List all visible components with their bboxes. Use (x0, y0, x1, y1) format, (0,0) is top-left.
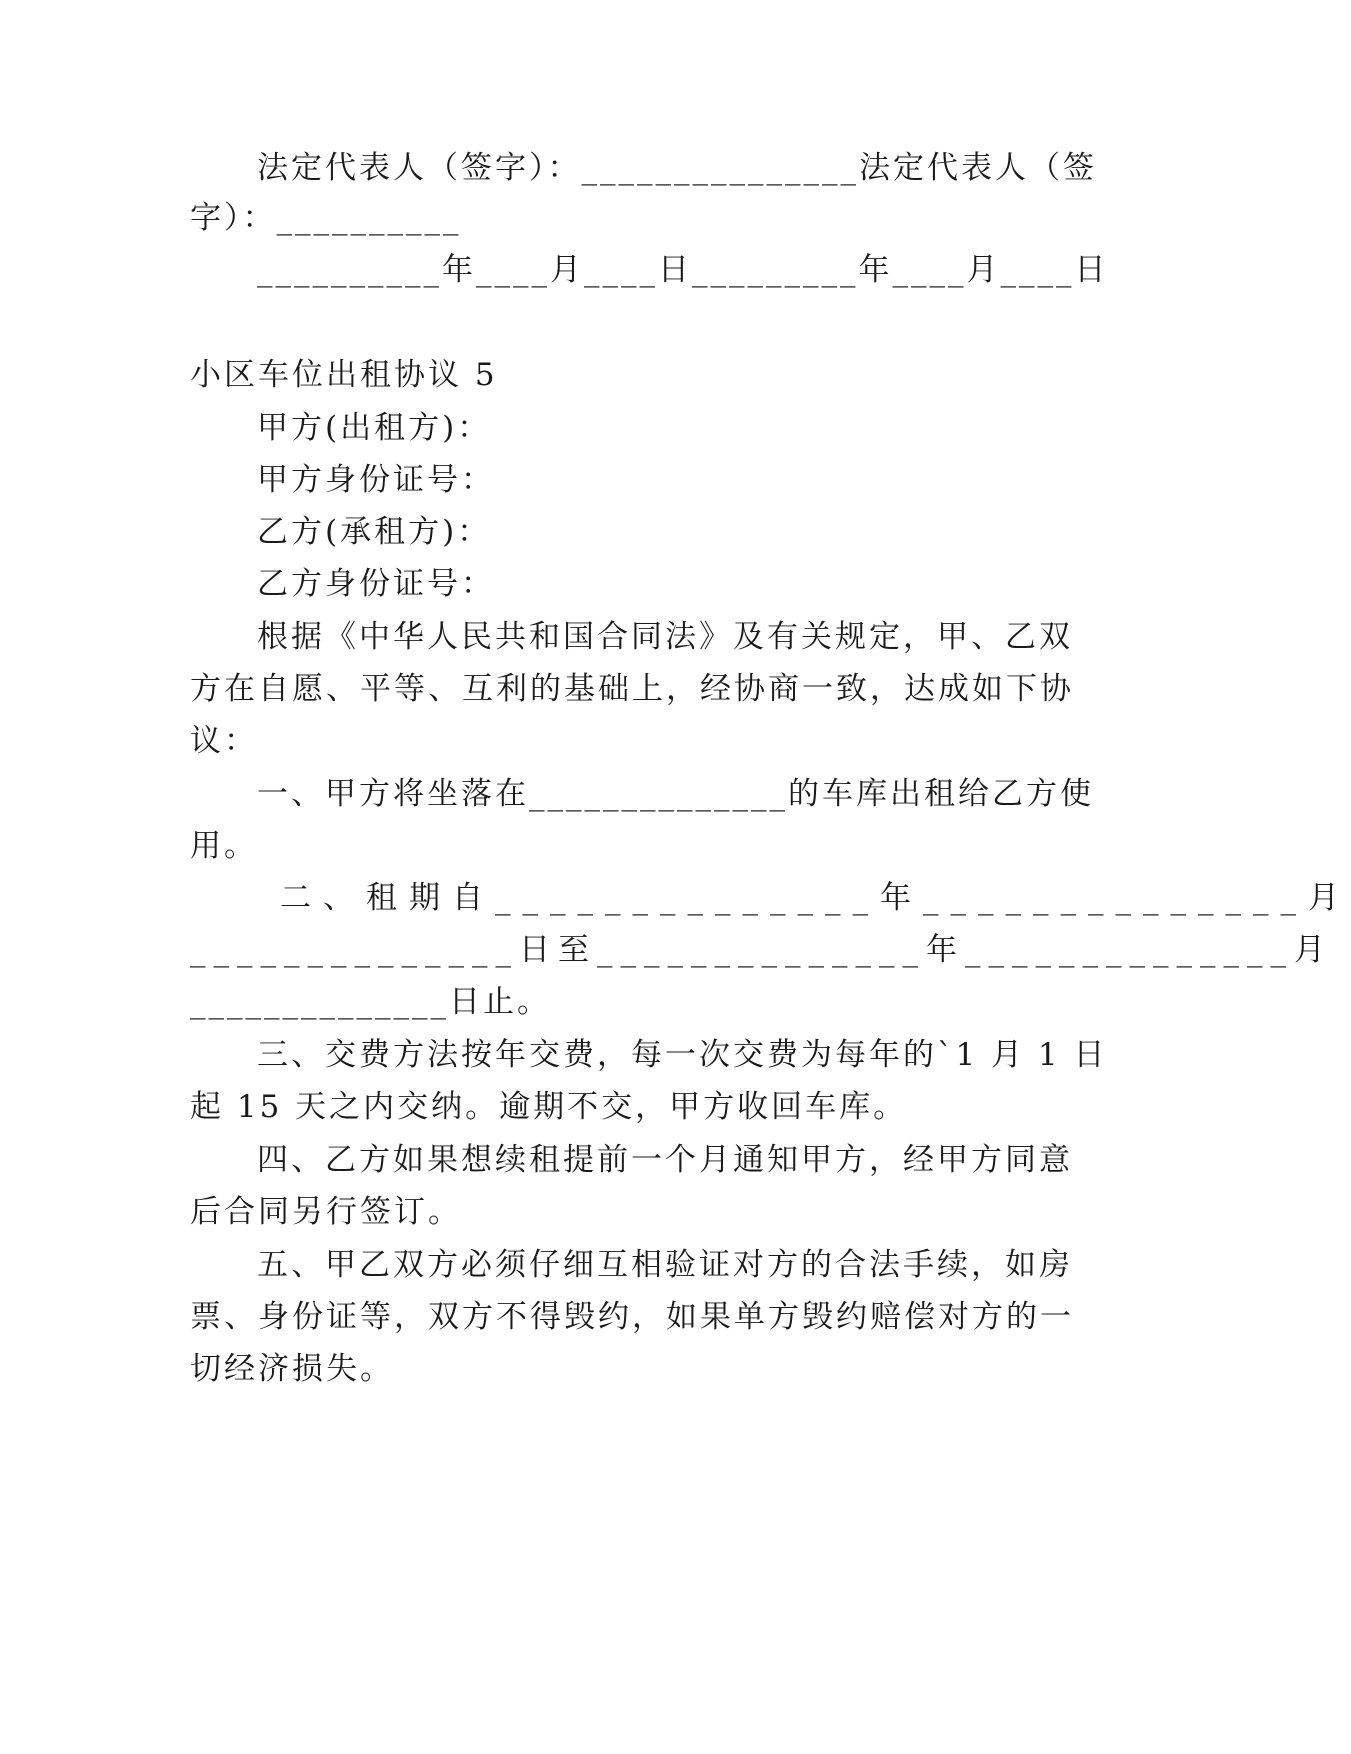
preamble-line: 议： (190, 723, 258, 759)
clause-5-line: 五、甲乙双方必须仔细互相验证对方的合法手续，如房 (257, 1247, 1073, 1283)
clause-1-line: 用。 (190, 828, 258, 864)
clause-2-line: ______________日止。 (190, 984, 551, 1020)
preamble-line: 根据《中华人民共和国合同法》及有关规定，甲、乙双 (257, 619, 1073, 655)
signature-rep-line-2: 字）：__________ (190, 200, 462, 236)
party-b-id-label: 乙方身份证号： (257, 566, 495, 602)
clause-5-line: 切经济损失。 (190, 1351, 394, 1387)
clause-2-line: 二、租期自______________年______________月 (280, 880, 1351, 916)
party-a-id-label: 甲方身份证号： (257, 462, 495, 498)
preamble-line: 方在自愿、平等、互利的基础上，经协商一致，达成如下协 (190, 671, 1074, 707)
signature-rep-line-1: 法定代表人（签字）：_______________法定代表人（签 (257, 150, 1097, 186)
document-title: 小区车位出租协议 5 (190, 357, 498, 393)
signature-date-line: __________年____月____日_________年____月____日 (257, 252, 1109, 288)
clause-2-line: ______________日至______________年______________月 (190, 932, 1333, 968)
clause-3-line: 三、交费方法按年交费，每一次交费为每年的`1 月 1 日 (257, 1037, 1108, 1073)
clause-4-line: 后合同另行签订。 (190, 1194, 462, 1230)
clause-3-line: 起 15 天之内交纳。逾期不交，甲方收回车库。 (190, 1089, 908, 1125)
party-a-label: 甲方(出租方)： (257, 410, 492, 446)
party-b-label: 乙方(承租方)： (257, 514, 492, 550)
clause-4-line: 四、乙方如果想续租提前一个月通知甲方，经甲方同意 (257, 1142, 1073, 1178)
clause-5-line: 票、身份证等，双方不得毁约，如果单方毁约赔偿对方的一 (190, 1299, 1074, 1335)
clause-1-line: 一、甲方将坐落在______________的车库出租给乙方使 (257, 776, 1094, 812)
